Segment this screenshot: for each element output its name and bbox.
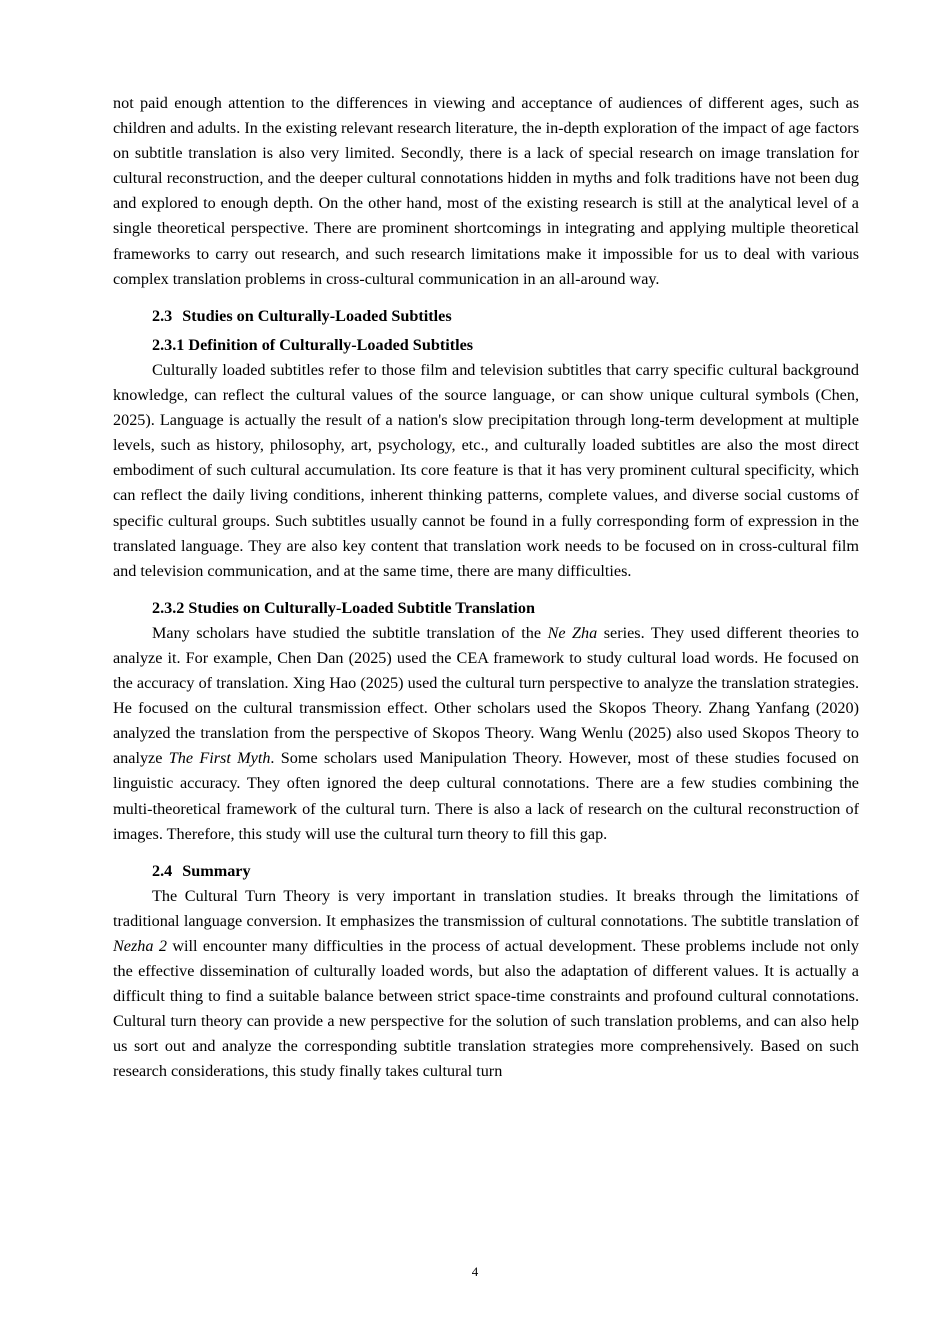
italic-title: Ne Zha: [547, 623, 598, 642]
italic-title: Nezha 2: [113, 937, 167, 955]
text-run: will encounter many difficulties in the process of actual development. These problems include not only the effective dissemination of culturally loaded words, but also the adaptation of different values. It is actually a difficult thing to find a suitable balance between strict space-time constraints and profound cultural connotations. Cultural turn theory can provide a new perspective for the solution of such translation problems, and can also help us sort out and analyze the corresponding subtitle translation strategies more comprehensively. Based on such research considerations, this study finally takes cultural turn: [113, 937, 859, 1081]
section-heading-2-3: [113, 304, 859, 329]
section-number: 2.4: [152, 861, 173, 880]
italic-title: The First Myth: [168, 749, 271, 768]
section-title: Summary: [182, 861, 251, 880]
document-page: [113, 91, 859, 1085]
text-run: Many scholars have studied the subtitle translation of the: [152, 623, 548, 642]
page-number: 4: [471, 1264, 479, 1279]
text-run: . Some scholars used Manipulation Theory. However, most of these studies focused on linguistic accuracy. They often ignored the deep cultural connotations. There are a few studies combining the multi-theoretical framework of the cultural turn. There is also a lack of research on the cultural reconstruction of images. Therefore, this study will use the cultural turn theory to fill this gap.: [113, 749, 859, 843]
subsection-heading-2-3-2: 2.3.2 Studies on Culturally-Loaded Subtitle Translation: [152, 598, 536, 617]
paragraph-2-4: [113, 884, 859, 1085]
subsection-heading-2-3-1: 2.3.1 Definition of Culturally-Loaded Subtitles: [152, 335, 474, 354]
paragraph-2-3-1: Culturally loaded subtitles refer to those film and television subtitles that carry specific cultural background knowledge, can reflect the cultural values of the source language, or can show unique cultural symbols (Chen, 2025). Language is actually the result of a nation's slow precipitation through long-term development at multiple levels, such as history, philosophy, art, psychology, etc., and culturally loaded subtitles are also the most direct embodiment of such cultural accumulation. Its core feature is that it has very prominent cultural specificity, which can reflect the daily living conditions, inherent thinking patterns, complete values, and diverse social customs of specific cultural groups. Such subtitles usually cannot be found in a fully corresponding form of expression in the translated language. They are also key content that translation work needs to be focused on in cross-cultural film and television communication, and at the same time, there are many difficulties.: [113, 360, 859, 580]
paragraph-2-3-2: [113, 621, 859, 847]
text-run: series. They used different theories to analyze it. For example, Chen Dan (2025) used the CEA framework to study cultural load words. He focused on the accuracy of translation. Xing Hao (2025) used the cultural turn perspective to analyze the translation strategies. He focused on the cultural transmission effect. Other scholars used the Skopos Theory. Zhang Yanfang (2020) analyzed the translation from the perspective of Skopos Theory. Wang Wenlu (2025) also used Skopos Theory to analyze: [113, 623, 859, 768]
section-title: Studies on Culturally-Loaded Subtitles: [182, 306, 452, 325]
section-number: 2.3: [152, 306, 173, 325]
paragraph-intro: not paid enough attention to the differences in viewing and acceptance of audiences of different ages, such as children and adults. In the existing relevant research literature, the in-depth exploration of the impact of age factors on subtitle translation is also very limited. Secondly, there is a lack of special research on image translation for cultural reconstruction, and the deeper cultural connotations hidden in myths and folk traditions have not been dug and explored to enough depth. On the other hand, most of the existing research is still at the analytical level of a single theoretical perspective. There are prominent shortcomings in integrating and applying multiple theoretical frameworks to carry out research, and such research limitations make it impossible for us to deal with various complex translation problems in cross-cultural communication in an all-around way.: [113, 94, 859, 288]
text-run: The Cultural Turn Theory is very important in translation studies. It breaks through the limitations of traditional language conversion. It emphasizes the transmission of cultural connotations. The subtitle translation of: [113, 886, 859, 930]
section-heading-2-4: [113, 859, 859, 884]
